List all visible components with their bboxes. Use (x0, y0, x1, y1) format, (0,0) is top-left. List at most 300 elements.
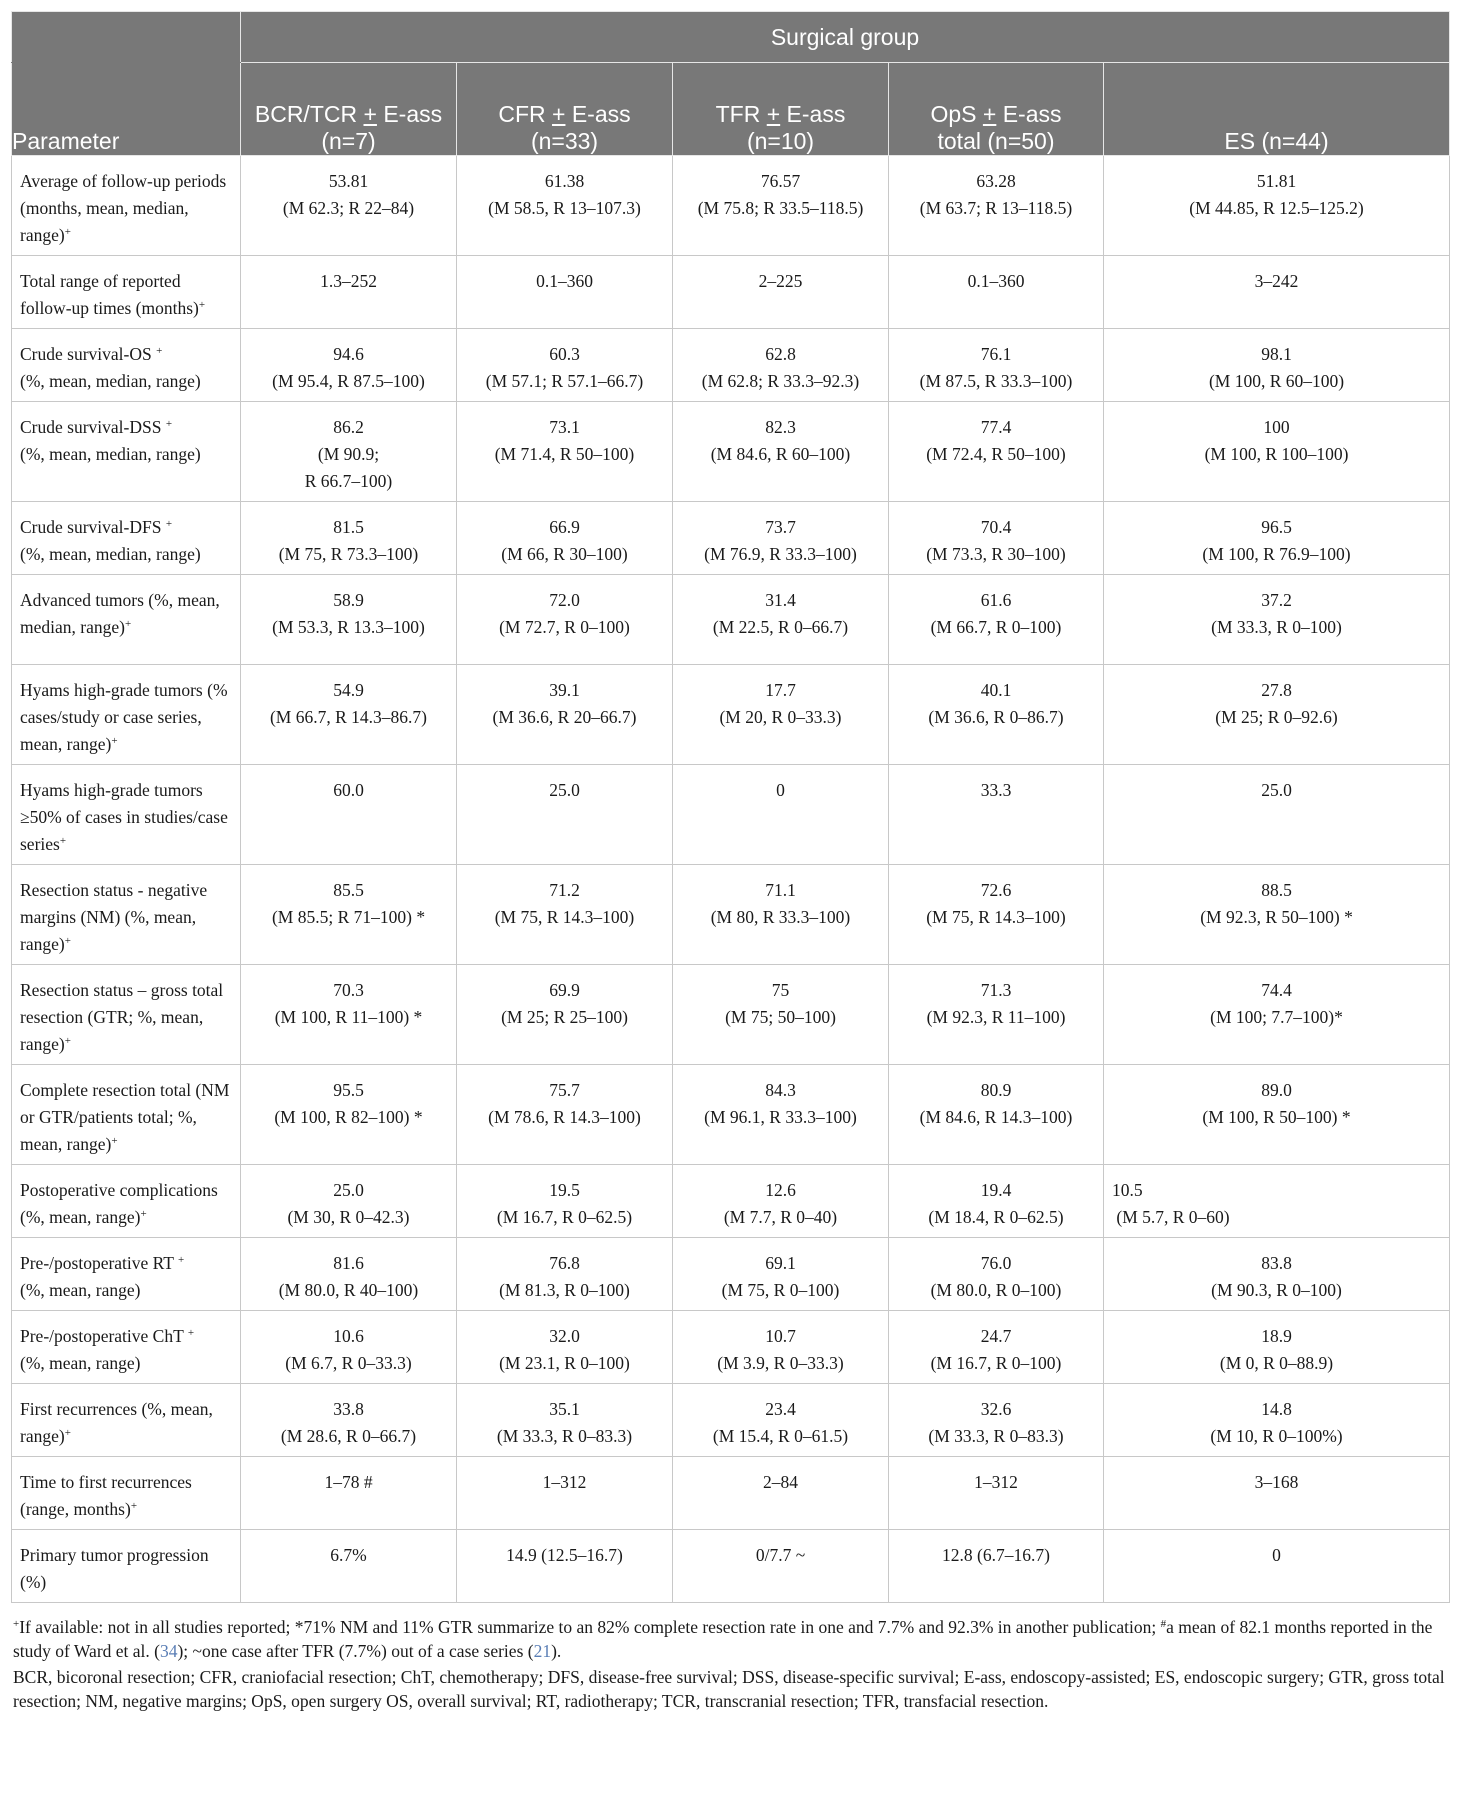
value-main: 14.9 (12.5–16.7) (506, 1545, 623, 1565)
column-header (889, 63, 1104, 156)
parameter-cell (12, 329, 241, 402)
value-cell (1104, 965, 1450, 1065)
value-main: 27.8 (1261, 680, 1292, 700)
value-main: 25.0 (333, 1180, 364, 1200)
value-main: 61.38 (544, 171, 585, 191)
value-main: 75 (771, 980, 790, 1000)
value-cell (889, 575, 1104, 665)
value-main: 35.1 (549, 1399, 580, 1419)
parameter-cell (12, 765, 241, 865)
value-main: 6.7% (330, 1545, 367, 1565)
parameter-text: Resection status - negative margins (NM) (%, mean, range) (20, 880, 208, 954)
plus-minus-symbol: + (363, 101, 377, 127)
value-main: 3–242 (1254, 271, 1299, 291)
parameter-cell (12, 665, 241, 765)
value-cell (889, 502, 1104, 575)
value-detail: (M 100, R 100–100) (1204, 444, 1349, 464)
value-cell (889, 402, 1104, 502)
value-main: 1–312 (974, 1472, 1018, 1492)
value-detail: (M 80.0, R 0–100) (930, 1280, 1062, 1300)
value-main: 89.0 (1261, 1080, 1292, 1100)
value-detail: (M 6.7, R 0–33.3) (285, 1353, 412, 1373)
table-container (11, 11, 1449, 1713)
parameter-footnote-mark: + (140, 1208, 147, 1220)
parameter-text: Total range of reported follow-up times (months) (20, 271, 199, 318)
column-header-line (889, 101, 1103, 128)
parameter-text: Pre-/postoperative RT (20, 1253, 174, 1273)
parameter-text: First recurrences (%, mean, range) (20, 1399, 213, 1446)
value-cell (673, 1311, 889, 1384)
table-row (12, 329, 1450, 402)
value-main: 0.1–360 (536, 271, 593, 291)
value-cell (889, 156, 1104, 256)
value-main: 12.8 (6.7–16.7) (942, 1545, 1050, 1565)
value-main: 32.0 (549, 1326, 580, 1346)
parameter-cell (12, 1311, 241, 1384)
value-detail: (M 22.5, R 0–66.7) (712, 617, 849, 637)
column-header-text: E-ass (996, 101, 1062, 127)
value-cell (457, 965, 673, 1065)
table-row (12, 575, 1450, 665)
value-detail: (M 20, R 0–33.3) (719, 707, 842, 727)
value-detail: (M 92.3, R 50–100) * (1200, 907, 1353, 927)
value-main: 80.9 (980, 1080, 1012, 1100)
value-main: 76.8 (549, 1253, 580, 1273)
value-cell (457, 765, 673, 865)
value-main: 32.6 (980, 1399, 1012, 1419)
value-main: 62.8 (765, 344, 796, 364)
parameter-cell (12, 1165, 241, 1238)
value-detail: (M 33.3, R 0–100) (1211, 617, 1342, 637)
value-detail: (M 100, R 50–100) * (1202, 1107, 1351, 1127)
parameter-text: Advanced tumors (%, mean, median, range) (20, 590, 220, 637)
table-row (12, 1384, 1450, 1457)
value-cell (889, 1311, 1104, 1384)
parameter-text: Time to first recurrences (range, months) (20, 1472, 192, 1519)
parameter-cell (12, 965, 241, 1065)
parameter-text: Postoperative complications (%, mean, range) (20, 1180, 218, 1227)
value-main: 71.1 (765, 880, 796, 900)
value-cell (241, 329, 457, 402)
table-row (12, 502, 1450, 575)
footnote-plus-mark: + (13, 1618, 20, 1630)
value-main: 69.1 (765, 1253, 796, 1273)
value-cell (1104, 1311, 1450, 1384)
value-main: 100 (1263, 417, 1290, 437)
value-main: 61.6 (980, 590, 1012, 610)
header-group-row (12, 12, 1450, 63)
value-main: 25.0 (549, 780, 580, 800)
value-main: 96.5 (1261, 517, 1292, 537)
value-cell (673, 965, 889, 1065)
parameter-cell (12, 1238, 241, 1311)
value-cell (241, 575, 457, 665)
value-detail: (M 10, R 0–100%) (1210, 1426, 1343, 1446)
table-row (12, 402, 1450, 502)
value-cell (1104, 665, 1450, 765)
value-detail: (M 75, R 14.3–100) (494, 907, 635, 927)
value-cell (673, 765, 889, 865)
value-main: 72.6 (980, 880, 1012, 900)
value-main: 81.6 (333, 1253, 364, 1273)
value-main: 25.0 (1261, 780, 1292, 800)
parameter-cell (12, 1530, 241, 1603)
value-detail: (M 95.4, R 87.5–100) (272, 371, 425, 391)
parameter-subtext: (%, mean, median, range) (20, 544, 201, 564)
value-cell (241, 156, 457, 256)
value-main: 23.4 (765, 1399, 796, 1419)
value-cell (1104, 502, 1450, 575)
column-header-text: E-ass (780, 101, 846, 127)
value-detail: (M 28.6, R 0–66.7) (280, 1426, 417, 1446)
value-detail: (M 0, R 0–88.9) (1219, 1353, 1334, 1373)
value-main: 77.4 (980, 417, 1012, 437)
column-header-text: BCR/TCR (254, 101, 364, 127)
value-detail: (M 90.9; (317, 444, 380, 464)
value-cell (673, 256, 889, 329)
value-main: 71.2 (549, 880, 580, 900)
value-cell (889, 965, 1104, 1065)
value-detail: (M 36.6, R 20–66.7) (492, 707, 637, 727)
value-main: 81.5 (333, 517, 364, 537)
value-main: 40.1 (980, 680, 1012, 700)
parameter-text: Crude survival-OS (20, 344, 152, 364)
value-detail: (M 100, R 82–100) * (274, 1107, 423, 1127)
value-detail: (M 92.3, R 11–100) (926, 1007, 1066, 1027)
value-main: 10.6 (333, 1326, 364, 1346)
table-row (12, 1238, 1450, 1311)
parameter-footnote-mark: + (111, 735, 118, 747)
header-corner (12, 12, 241, 63)
value-cell (457, 156, 673, 256)
value-main: 18.9 (1261, 1326, 1292, 1346)
value-cell (673, 1384, 889, 1457)
header-column-row (12, 63, 1450, 156)
value-main: 12.6 (765, 1180, 796, 1200)
value-detail: (M 44.85, R 12.5–125.2) (1189, 198, 1364, 218)
parameter-footnote-mark: + (198, 299, 206, 311)
value-main: 58.9 (333, 590, 364, 610)
value-cell (1104, 156, 1450, 256)
parameter-cell (12, 865, 241, 965)
value-main: 3–168 (1254, 1472, 1299, 1492)
surgical-group-header (241, 12, 1450, 63)
value-cell (889, 329, 1104, 402)
value-cell (889, 1238, 1104, 1311)
parameter-cell (12, 502, 241, 575)
value-cell (673, 1457, 889, 1530)
value-detail: (M 66.7, R 0–100) (930, 617, 1062, 637)
value-cell (241, 1165, 457, 1238)
value-cell (457, 1165, 673, 1238)
column-header-text: E-ass (376, 101, 443, 127)
parameter-subtext: (%, mean, range) (20, 1280, 141, 1300)
column-header-line (457, 101, 672, 128)
value-detail: (M 84.6, R 14.3–100) (919, 1107, 1073, 1127)
value-detail: (M 25; R 25–100) (501, 1007, 628, 1027)
parameter-text: Resection status – gross total resection (GTR; %, mean, range) (20, 980, 224, 1054)
value-main: 14.8 (1261, 1399, 1292, 1419)
parameter-label: Parameter (12, 128, 120, 154)
value-cell (1104, 1530, 1450, 1603)
value-cell (889, 765, 1104, 865)
value-detail: (M 63.7; R 13–118.5) (919, 198, 1073, 218)
value-main: 72.0 (549, 590, 580, 610)
value-cell (673, 1238, 889, 1311)
parameter-footnote-mark: + (156, 345, 163, 357)
value-cell (673, 865, 889, 965)
value-cell (457, 1311, 673, 1384)
value-cell (889, 665, 1104, 765)
parameter-footnote-mark: + (178, 1254, 185, 1266)
footnote-text-4: ). (551, 1641, 562, 1661)
value-cell (1104, 256, 1450, 329)
value-main: 66.9 (549, 517, 580, 537)
value-detail: (M 78.6, R 14.3–100) (488, 1107, 641, 1127)
value-main: 60.3 (549, 344, 580, 364)
value-detail: (M 36.6, R 0–86.7) (928, 707, 1064, 727)
column-header-sub: total (n=50) (937, 128, 1055, 154)
value-cell (241, 1384, 457, 1457)
footnote-text-1: If available: not in all studies reported; *71% NM and 11% GTR summarize to an 82% complete resection rate in one and 7.7% and 92.3% in another publication; (19, 1617, 1161, 1637)
table-row (12, 665, 1450, 765)
value-detail: (M 16.7, R 0–62.5) (496, 1207, 633, 1227)
parameter-cell (12, 575, 241, 665)
value-detail: (M 72.4, R 50–100) (926, 444, 1066, 464)
parameter-text: Complete resection total (NM or GTR/patients total; %, mean, range) (20, 1080, 230, 1154)
footnote-hash-mark: # (1160, 1618, 1167, 1630)
column-header-text: E-ass (565, 101, 631, 127)
value-cell (673, 1530, 889, 1603)
value-main: 95.5 (333, 1080, 364, 1100)
value-main: 69.9 (549, 980, 580, 1000)
parameter-cell (12, 1065, 241, 1165)
table-footnotes (11, 1615, 1449, 1713)
value-main: 70.4 (980, 517, 1012, 537)
value-detail: (M 100, R 60–100) (1208, 371, 1345, 391)
table-row (12, 765, 1450, 865)
column-header (241, 63, 457, 156)
column-header-line (241, 101, 456, 128)
value-cell (889, 1065, 1104, 1165)
value-cell (457, 1065, 673, 1165)
footnote-text-2: a mean of 82.1 months reported in the study of Ward et al. ( (13, 1617, 1433, 1661)
value-detail: (M 100, R 11–100) * (274, 1007, 423, 1027)
value-main: 84.3 (765, 1080, 796, 1100)
value-detail: (M 66, R 30–100) (501, 544, 628, 564)
value-main: 19.4 (980, 1180, 1012, 1200)
value-detail: (M 25; R 0–92.6) (1215, 707, 1338, 727)
value-main: 54.9 (333, 680, 364, 700)
table-row (12, 1311, 1450, 1384)
value-main: 73.1 (549, 417, 580, 437)
footnote-abbreviations: BCR, bicoronal resection; CFR, craniofacial resection; ChT, chemotherapy; DFS, disease-free survival; DSS, disease-specific survival; E-ass, endoscopy-assisted; ES, endoscopic surgery; GTR, gross total resection; NM, negative margins; OpS, open surgery OS, overall survival; RT, radiotherapy; TCR, transcranial resection; TFR, transfacial resection. (13, 1667, 1445, 1711)
value-detail: (M 73.3, R 30–100) (926, 544, 1066, 564)
value-detail: (M 7.7, R 0–40) (723, 1207, 838, 1227)
table-body (12, 156, 1450, 1603)
value-cell (457, 256, 673, 329)
value-detail: (M 75.8; R 33.5–118.5) (697, 198, 864, 218)
footnote-main (13, 1615, 1449, 1663)
value-detail: (M 75; 50–100) (725, 1007, 836, 1027)
column-header-text: TFR (715, 101, 767, 127)
parameter-cell (12, 1457, 241, 1530)
value-cell (673, 502, 889, 575)
value-cell (457, 1238, 673, 1311)
value-cell (673, 665, 889, 765)
value-cell (673, 156, 889, 256)
value-cell (241, 1311, 457, 1384)
plus-minus-symbol: + (552, 101, 566, 127)
value-main: 33.3 (980, 780, 1012, 800)
value-cell (457, 865, 673, 965)
value-detail: (M 75, R 0–100) (721, 1280, 840, 1300)
value-cell (1104, 865, 1450, 965)
parameter-cell (12, 156, 241, 256)
value-cell (673, 402, 889, 502)
column-header-sub: (n=33) (530, 128, 599, 154)
reference-link-21[interactable]: 21 (533, 1641, 552, 1661)
value-cell (889, 1457, 1104, 1530)
value-cell (457, 575, 673, 665)
value-detail: (M 5.7, R 0–60) (1112, 1207, 1230, 1227)
value-detail: (M 33.3, R 0–83.3) (496, 1426, 633, 1446)
parameter-footnote-mark: + (165, 418, 173, 430)
value-cell (1104, 329, 1450, 402)
parameter-footnote-mark: + (64, 1035, 71, 1047)
plus-minus-symbol: + (982, 101, 997, 127)
value-detail: (M 85.5; R 71–100) * (271, 907, 426, 927)
value-detail: (M 84.6, R 60–100) (710, 444, 851, 464)
value-cell (241, 665, 457, 765)
table-row (12, 865, 1450, 965)
parameter-cell (12, 256, 241, 329)
value-main: 98.1 (1261, 344, 1292, 364)
value-main: 94.6 (333, 344, 364, 364)
value-detail: (M 81.3, R 0–100) (499, 1280, 630, 1300)
column-header-label: ES (n=44) (1224, 128, 1329, 154)
value-main: 76.57 (760, 171, 801, 191)
value-detail: (M 62.3; R 22–84) (282, 198, 415, 218)
value-cell (1104, 402, 1450, 502)
value-detail: (M 18.4, R 0–62.5) (928, 1207, 1064, 1227)
parameter-text: Crude survival-DSS (20, 417, 162, 437)
value-main: 0 (1272, 1545, 1281, 1565)
value-cell (241, 1530, 457, 1603)
value-cell (889, 1384, 1104, 1457)
value-cell (457, 329, 673, 402)
value-main: 17.7 (765, 680, 796, 700)
value-detail: (M 66.7, R 14.3–86.7) (269, 707, 427, 727)
value-detail: (M 76.9, R 33.3–100) (704, 544, 857, 564)
value-cell (1104, 765, 1450, 865)
value-cell (673, 1065, 889, 1165)
column-header-text: CFR (498, 101, 553, 127)
table-row (12, 965, 1450, 1065)
value-cell (889, 1165, 1104, 1238)
table-row (12, 156, 1450, 256)
parameter-text: Pre-/postoperative ChT (20, 1326, 184, 1346)
value-cell (889, 865, 1104, 965)
value-cell (241, 1457, 457, 1530)
value-cell (889, 1530, 1104, 1603)
value-cell (1104, 1457, 1450, 1530)
parameter-cell (12, 1384, 241, 1457)
value-main: 51.81 (1256, 171, 1297, 191)
table-row (12, 1065, 1450, 1165)
value-detail: (M 75, R 73.3–100) (278, 544, 419, 564)
value-main: 1–78 # (324, 1472, 373, 1492)
column-header (673, 63, 889, 156)
value-cell (457, 1384, 673, 1457)
footnote-text-3: ); ~one case after TFR (7.7%) out of a case series ( (177, 1641, 534, 1661)
value-cell (889, 256, 1104, 329)
column-header (457, 63, 673, 156)
value-main: 24.7 (980, 1326, 1012, 1346)
value-main: 53.81 (328, 171, 369, 191)
value-detail: (M 16.7, R 0–100) (930, 1353, 1062, 1373)
value-cell (673, 575, 889, 665)
value-cell (241, 965, 457, 1065)
value-main: 0/7.7 ~ (755, 1545, 806, 1565)
table-row (12, 256, 1450, 329)
value-main: 88.5 (1261, 880, 1292, 900)
value-cell (457, 502, 673, 575)
value-cell (1104, 1384, 1450, 1457)
parameter-text: Hyams high-grade tumors ≥50% of cases in studies/case series (20, 780, 228, 854)
value-main: 0.1–360 (967, 271, 1025, 291)
value-main: 39.1 (549, 680, 580, 700)
value-detail: (M 3.9, R 0–33.3) (717, 1353, 844, 1373)
column-header-sub: (n=10) (746, 128, 815, 154)
value-main: 86.2 (333, 417, 364, 437)
value-cell (241, 402, 457, 502)
value-main: 31.4 (765, 590, 796, 610)
parameter-text: Primary tumor progression (%) (20, 1545, 209, 1592)
value-cell (1104, 1238, 1450, 1311)
value-detail: (M 15.4, R 0–61.5) (712, 1426, 849, 1446)
value-cell (241, 502, 457, 575)
value-main: 74.4 (1261, 980, 1292, 1000)
value-main: 1.3–252 (320, 271, 377, 291)
value-cell (1104, 1065, 1450, 1165)
table-row (12, 1457, 1450, 1530)
surgical-group-title: Surgical group (770, 23, 920, 50)
parameter-text: Hyams high-grade tumors (% cases/study or case series, mean, range) (20, 680, 228, 754)
parameter-footnote-mark: + (165, 518, 173, 530)
table-header (12, 12, 1450, 156)
parameter-text: Crude survival-DFS (20, 517, 162, 537)
parameter-text: Average of follow-up periods (months, mean, median, range) (20, 171, 227, 245)
table-row (12, 1165, 1450, 1238)
value-main: 1–312 (542, 1472, 587, 1492)
reference-link-34[interactable]: 34 (159, 1641, 178, 1661)
parameter-footnote-mark: + (187, 1327, 195, 1339)
value-cell (1104, 1165, 1450, 1238)
value-detail: (M 58.5, R 13–107.3) (488, 198, 641, 218)
value-main: 0 (776, 780, 785, 800)
value-cell (673, 1165, 889, 1238)
value-main: 73.7 (765, 517, 796, 537)
parameter-footnote-mark: + (64, 935, 71, 947)
value-main: 83.8 (1261, 1253, 1292, 1273)
value-main: 76.0 (980, 1253, 1012, 1273)
value-cell (457, 1457, 673, 1530)
value-detail: (M 100; 7.7–100)* (1210, 1007, 1343, 1027)
value-detail: (M 71.4, R 50–100) (494, 444, 635, 464)
value-main: 82.3 (765, 417, 796, 437)
parameter-footnote-mark: + (124, 618, 132, 630)
